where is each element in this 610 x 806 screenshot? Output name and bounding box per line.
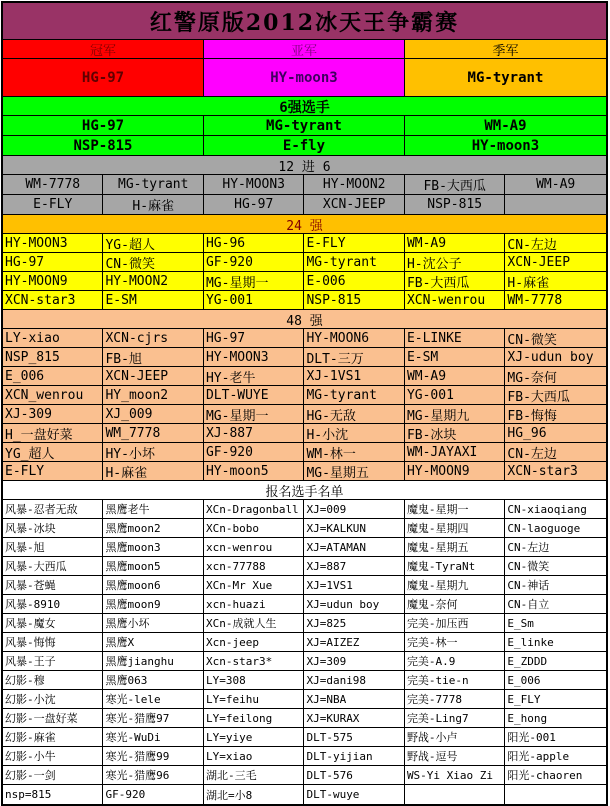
round12-cell[interactable]: WM-A9 — [536, 177, 576, 192]
round12-cell[interactable]: MG-tyrant — [103, 175, 203, 194]
round48-cell[interactable]: H_一盘好菜 — [3, 424, 103, 442]
third-place-label[interactable]: 季军 — [405, 40, 606, 58]
champion-name[interactable]: HG-97 — [3, 59, 204, 96]
registration-row — [3, 557, 606, 576]
round24-header-row — [3, 215, 606, 234]
round12-cell[interactable] — [505, 195, 605, 214]
registration-cell[interactable]: 风暴-大西瓜 — [3, 557, 103, 575]
round48-cell[interactable]: YG_超人 — [3, 443, 103, 461]
top6-cell[interactable]: HG-97 — [3, 116, 204, 135]
round48-row — [3, 424, 606, 443]
round48-cell[interactable]: CN-微笑 — [507, 332, 557, 347]
round48-cell[interactable]: YG-001 — [405, 386, 505, 404]
registration-cell[interactable]: 黑鹰063 — [103, 671, 203, 689]
round24-cell[interactable]: WM-7778 — [507, 292, 563, 308]
round48-row — [3, 367, 606, 386]
registration-cell[interactable]: XJ=dani98 — [304, 671, 404, 689]
round48-cell[interactable]: MG-星期五 — [304, 462, 404, 480]
top6-row — [3, 116, 606, 136]
round48-row — [3, 443, 606, 462]
top6-row — [3, 136, 606, 156]
top6-header[interactable]: 6强选手 — [279, 99, 330, 116]
round48-cell[interactable]: XJ-309 — [3, 405, 103, 423]
registration-cell[interactable]: 幻影-穆 — [3, 671, 103, 689]
registration-cell[interactable]: XCn-Dragonball — [204, 500, 304, 518]
registration-cell[interactable]: 魔鬼-星期四 — [405, 519, 505, 537]
round24-cell[interactable]: HY-MOON3 — [3, 234, 103, 252]
registration-row — [3, 785, 606, 804]
round24-cell[interactable]: WM-A9 — [405, 234, 505, 252]
registration-cell[interactable]: E_hong — [507, 711, 548, 725]
registration-cell[interactable]: XJ=ATAMAN — [304, 538, 404, 556]
registration-cell[interactable]: XJ=887 — [304, 557, 404, 575]
registration-cell[interactable]: LY=yiye — [204, 728, 304, 746]
registration-cell[interactable]: E_006 — [507, 673, 541, 687]
page-title[interactable]: 红警原版2012冰天王争霸赛 — [149, 9, 460, 36]
registration-cell[interactable]: 黑鹰moon2 — [103, 519, 203, 537]
registration-header-row — [3, 481, 606, 500]
round24-cell[interactable]: XCN-wenrou — [405, 291, 505, 309]
round24-cell[interactable]: HG-96 — [204, 234, 304, 252]
registration-cell[interactable]: 魔鬼-星期五 — [405, 538, 505, 556]
registration-cell[interactable]: Xcn-jeep — [204, 633, 304, 651]
registration-row — [3, 747, 606, 766]
registration-cell[interactable]: 魔鬼-星期一 — [405, 500, 505, 518]
registration-cell[interactable] — [405, 785, 505, 804]
round24-row — [3, 253, 606, 272]
registration-cell[interactable]: nsp=815 — [3, 785, 103, 804]
registration-cell[interactable]: 完美-加压西 — [405, 614, 505, 632]
round24-cell[interactable]: YG-超人 — [103, 234, 203, 252]
registration-cell[interactable]: LY=feilong — [204, 709, 304, 727]
round24-cell[interactable]: HG-97 — [3, 253, 103, 271]
registration-cell[interactable]: E_ZDDD — [507, 654, 548, 668]
registration-cell[interactable]: 风暴-冰块 — [3, 519, 103, 537]
registration-cell[interactable]: CN-自立 — [507, 598, 550, 611]
round48-cell[interactable]: MG-星期九 — [405, 405, 505, 423]
registration-row — [3, 690, 606, 709]
registration-cell[interactable]: 寒光-WuDi — [103, 728, 203, 746]
registration-cell[interactable]: 魔鬼-星期九 — [405, 576, 505, 594]
registration-cell[interactable]: XCn-Mr Xue — [204, 576, 304, 594]
registration-cell[interactable]: 风暴-忍者无敌 — [3, 500, 103, 518]
registration-cell[interactable]: 黑鹰moon3 — [103, 538, 203, 556]
round48-cell[interactable]: DLT-WUYE — [204, 386, 304, 404]
round12-header[interactable]: 12 进 6 — [278, 160, 331, 175]
registration-cell[interactable]: XJ=NBA — [304, 690, 404, 708]
registration-cell[interactable]: xcn-wenrou — [204, 538, 304, 556]
round48-cell[interactable]: HG_96 — [507, 425, 547, 441]
registration-row — [3, 538, 606, 557]
registration-cell[interactable]: xcn-huazi — [204, 595, 304, 613]
registration-cell[interactable]: CN-左边 — [507, 541, 550, 554]
registration-cell[interactable]: DLT-575 — [304, 728, 404, 746]
registration-cell[interactable]: CN-微笑 — [507, 560, 550, 573]
registration-cell[interactable]: DLT-wuye — [304, 785, 404, 804]
round48-cell[interactable]: DLT-三万 — [304, 348, 404, 366]
runner-up-name[interactable]: HY-moon3 — [204, 59, 405, 96]
round48-cell[interactable]: HY-老牛 — [204, 367, 304, 385]
registration-cell[interactable]: 魔鬼-奈何 — [405, 595, 505, 613]
registration-row — [3, 671, 606, 690]
registration-row — [3, 576, 606, 595]
round48-row — [3, 329, 606, 348]
round48-cell[interactable]: XCN-JEEP — [103, 367, 203, 385]
registration-cell[interactable]: 野战-逗号 — [405, 747, 505, 765]
registration-cell[interactable]: LY=xiao — [204, 747, 304, 765]
round48-cell[interactable]: MG-星期一 — [204, 405, 304, 423]
registration-cell[interactable]: 完美-7778 — [405, 690, 505, 708]
tournament-sheet — [1, 1, 608, 806]
round48-header-row — [3, 310, 606, 329]
round48-cell[interactable]: WM-A9 — [405, 367, 505, 385]
round24-cell[interactable]: GF-920 — [204, 253, 304, 271]
round12-cell[interactable]: HG-97 — [204, 195, 304, 214]
round12-cell[interactable]: HY-MOON3 — [204, 175, 304, 194]
top6-cell[interactable]: HY-moon3 — [471, 137, 540, 154]
registration-cell[interactable]: 风暴-8910 — [3, 595, 103, 613]
round24-cell[interactable]: E-FLY — [304, 234, 404, 252]
top6-cell[interactable]: NSP-815 — [3, 136, 204, 155]
round48-cell[interactable]: HY-moon5 — [204, 462, 304, 480]
top6-cell[interactable]: MG-tyrant — [204, 116, 405, 135]
registration-cell[interactable]: XJ=009 — [304, 500, 404, 518]
round48-cell[interactable]: E-LINKE — [405, 329, 505, 347]
round48-row — [3, 386, 606, 405]
round48-cell[interactable]: CN-左边 — [507, 446, 557, 461]
registration-cell[interactable]: XJ=KURAX — [304, 709, 404, 727]
registration-header[interactable]: 报名选手名单 — [265, 484, 344, 499]
round24-cell[interactable]: HY-MOON2 — [103, 272, 203, 290]
registration-cell[interactable]: 黑鹰moon6 — [103, 576, 203, 594]
round48-row — [3, 405, 606, 424]
round24-cell[interactable]: YG-001 — [204, 291, 304, 309]
registration-row — [3, 614, 606, 633]
registration-cell[interactable]: XJ=udun boy — [304, 595, 404, 613]
round24-header[interactable]: 24 强 — [286, 218, 323, 233]
registration-row — [3, 652, 606, 671]
registration-cell[interactable]: GF-920 — [103, 785, 203, 804]
round48-cell[interactable]: MG-奈何 — [507, 370, 557, 385]
round48-cell[interactable]: XJ-887 — [204, 424, 304, 442]
registration-cell[interactable]: CN-laoguoge — [507, 521, 581, 535]
round24-cell[interactable]: CN-左边 — [507, 237, 557, 252]
registration-cell[interactable]: 幻影-一剑 — [3, 766, 103, 784]
round48-cell[interactable]: NSP_815 — [3, 348, 103, 366]
round48-cell[interactable]: HG-无敌 — [304, 405, 404, 423]
registration-row — [3, 633, 606, 652]
round48-cell[interactable]: FB-大西瓜 — [507, 389, 570, 404]
registration-cell[interactable]: E_FLY — [507, 692, 541, 706]
round48-cell[interactable]: XJ-udun boy — [507, 349, 594, 365]
registration-cell[interactable]: CN-神话 — [507, 579, 550, 592]
round24-cell[interactable]: MG-tyrant — [304, 253, 404, 271]
registration-cell[interactable]: 风暴-悔悔 — [3, 633, 103, 651]
registration-cell[interactable]: 风暴-旭 — [3, 538, 103, 556]
round48-cell[interactable]: HY_moon2 — [103, 386, 203, 404]
registration-cell[interactable]: 幻影-小沈 — [3, 690, 103, 708]
round48-cell[interactable]: XCN_wenrou — [3, 386, 103, 404]
round48-cell[interactable]: E_006 — [3, 367, 103, 385]
round12-row — [3, 195, 606, 215]
champion-label[interactable]: 冠军 — [3, 40, 204, 58]
round24-row — [3, 291, 606, 310]
round48-cell[interactable]: HY-MOON9 — [405, 462, 505, 480]
round12-cell[interactable]: FB-大西瓜 — [405, 175, 505, 194]
round48-cell[interactable]: HY-MOON3 — [204, 348, 304, 366]
registration-cell[interactable]: XJ=309 — [304, 652, 404, 670]
round12-cell[interactable]: NSP-815 — [405, 195, 505, 214]
registration-cell[interactable]: 寒光-猎鹰97 — [103, 709, 203, 727]
round48-cell[interactable]: E-SM — [405, 348, 505, 366]
round48-header[interactable]: 48 强 — [286, 313, 323, 328]
round12-cell[interactable]: HY-MOON2 — [304, 175, 404, 194]
round12-row — [3, 175, 606, 195]
registration-cell[interactable]: 寒光-lele — [103, 690, 203, 708]
round48-cell[interactable]: E-FLY — [3, 462, 103, 480]
round48-cell[interactable]: MG-tyrant — [304, 386, 404, 404]
registration-cell[interactable]: 黑鹰小坏 — [103, 614, 203, 632]
round24-cell[interactable]: E-006 — [304, 272, 404, 290]
round24-cell[interactable]: HY-MOON9 — [3, 272, 103, 290]
round48-cell[interactable]: XJ_009 — [103, 405, 203, 423]
round12-cell[interactable]: WM-7778 — [3, 175, 103, 194]
registration-cell[interactable]: XJ=KALKUN — [304, 519, 404, 537]
registration-cell[interactable]: 寒光-猎鹰99 — [103, 747, 203, 765]
registration-cell[interactable]: XJ=825 — [304, 614, 404, 632]
registration-row — [3, 519, 606, 538]
round48-cell[interactable]: WM-JAYAXI — [405, 443, 505, 461]
round48-cell[interactable]: H-麻雀 — [103, 462, 203, 480]
registration-cell[interactable]: 幻影-小牛 — [3, 747, 103, 765]
registration-cell[interactable]: XCn-成就人生 — [204, 614, 304, 632]
round24-cell[interactable]: XCN-JEEP — [507, 254, 571, 270]
round24-cell[interactable]: H-麻雀 — [507, 275, 550, 290]
registration-cell[interactable]: Xcn-star3* — [204, 652, 304, 670]
registration-cell[interactable]: DLT-yijian — [304, 747, 404, 765]
round48-cell[interactable]: XJ-1VS1 — [304, 367, 404, 385]
registration-cell[interactable]: XCn-bobo — [204, 519, 304, 537]
round48-row — [3, 348, 606, 367]
registration-cell[interactable]: 完美-Ling7 — [405, 709, 505, 727]
round48-cell[interactable]: XCN-star3 — [507, 463, 578, 479]
round48-cell[interactable]: HG-97 — [204, 329, 304, 347]
registration-cell[interactable]: 风暴-王子 — [3, 652, 103, 670]
round48-cell[interactable]: HY-MOON6 — [304, 329, 404, 347]
registration-cell[interactable]: WS-Yi Xiao Zi — [405, 766, 505, 784]
round48-cell[interactable]: GF-920 — [204, 443, 304, 461]
third-place-name[interactable]: MG-tyrant — [405, 59, 606, 96]
registration-cell[interactable]: E_linke — [507, 635, 554, 649]
round48-cell[interactable]: HY-小坏 — [103, 443, 203, 461]
round24-cell[interactable]: E-SM — [103, 291, 203, 309]
registration-cell[interactable]: 野战-小卢 — [405, 728, 505, 746]
registration-row — [3, 709, 606, 728]
round12-cell[interactable]: H-麻雀 — [103, 195, 203, 214]
registration-cell[interactable]: 风暴-魔女 — [3, 614, 103, 632]
registration-cell[interactable]: 黑鹰jianghu — [103, 652, 203, 670]
registration-cell[interactable]: 寒光-猎鹰96 — [103, 766, 203, 784]
round24-cell[interactable]: CN-微笑 — [103, 253, 203, 271]
registration-cell[interactable]: 黑鹰老牛 — [103, 500, 203, 518]
round24-row — [3, 234, 606, 253]
round24-cell[interactable]: MG-星期一 — [204, 272, 304, 290]
round48-cell[interactable]: WM_7778 — [103, 424, 203, 442]
registration-cell[interactable]: 阳光-001 — [507, 731, 556, 744]
round24-cell[interactable]: XCN-star3 — [3, 291, 103, 309]
registration-cell[interactable]: 完美-林一 — [405, 633, 505, 651]
podium-name-row — [3, 59, 606, 97]
registration-cell[interactable]: XJ=AIZEZ — [304, 633, 404, 651]
registration-row — [3, 500, 606, 519]
registration-cell[interactable]: 风暴-苍蝇 — [3, 576, 103, 594]
runner-up-label[interactable]: 亚军 — [204, 40, 405, 58]
round48-cell[interactable]: LY-xiao — [3, 329, 103, 347]
round24-cell[interactable]: H-沈公子 — [405, 253, 505, 271]
registration-cell[interactable]: 完美-A.9 — [405, 652, 505, 670]
registration-cell[interactable]: 幻影-麻雀 — [3, 728, 103, 746]
round48-cell[interactable]: XCN-cjrs — [103, 329, 203, 347]
registration-cell[interactable]: 幻影-一盘好菜 — [3, 709, 103, 727]
top6-cell[interactable]: E-fly — [204, 136, 405, 155]
registration-cell[interactable]: 黑鹰moon9 — [103, 595, 203, 613]
registration-cell[interactable]: LY=308 — [204, 671, 304, 689]
registration-cell[interactable]: DLT-576 — [304, 766, 404, 784]
registration-cell[interactable]: 魔鬼-TyraNt — [405, 557, 505, 575]
registration-cell[interactable]: LY=feihu — [204, 690, 304, 708]
round24-cell[interactable]: NSP-815 — [304, 291, 404, 309]
registration-cell[interactable]: 阳光-chaoren — [507, 769, 583, 782]
top6-header-row — [3, 97, 606, 116]
round12-cell[interactable]: E-FLY — [3, 195, 103, 214]
registration-cell[interactable]: 黑鹰moon5 — [103, 557, 203, 575]
registration-cell[interactable]: 完美-tie-n — [405, 671, 505, 689]
title-row — [3, 3, 606, 40]
registration-row — [3, 766, 606, 785]
podium-label-row — [3, 40, 606, 59]
top6-cell[interactable]: WM-A9 — [484, 117, 527, 134]
registration-cell[interactable]: 黑鹰X — [103, 633, 203, 651]
round12-header-row — [3, 156, 606, 175]
round48-row — [3, 462, 606, 481]
round48-cell[interactable]: H-小沈 — [304, 424, 404, 442]
registration-cell[interactable]: 湖北-三毛 — [204, 766, 304, 784]
round24-row — [3, 272, 606, 291]
round48-cell[interactable]: WM-林一 — [304, 443, 404, 461]
round48-cell[interactable]: FB-冰块 — [405, 424, 505, 442]
round12-cell[interactable]: XCN-JEEP — [304, 195, 404, 214]
registration-cell[interactable]: E_Sm — [507, 616, 534, 630]
registration-row — [3, 595, 606, 614]
round48-cell[interactable]: FB-旭 — [103, 348, 203, 366]
registration-cell[interactable]: xcn-77788 — [204, 557, 304, 575]
registration-cell[interactable]: XJ=1VS1 — [304, 576, 404, 594]
registration-cell[interactable] — [505, 785, 605, 804]
registration-cell[interactable]: 湖北=小8 — [204, 785, 304, 804]
round24-cell[interactable]: FB-大西瓜 — [405, 272, 505, 290]
registration-cell[interactable]: CN-xiaoqiang — [507, 502, 587, 516]
registration-row — [3, 728, 606, 747]
round48-cell[interactable]: FB-悔悔 — [507, 408, 557, 423]
registration-cell[interactable]: 阳光-apple — [507, 750, 570, 763]
